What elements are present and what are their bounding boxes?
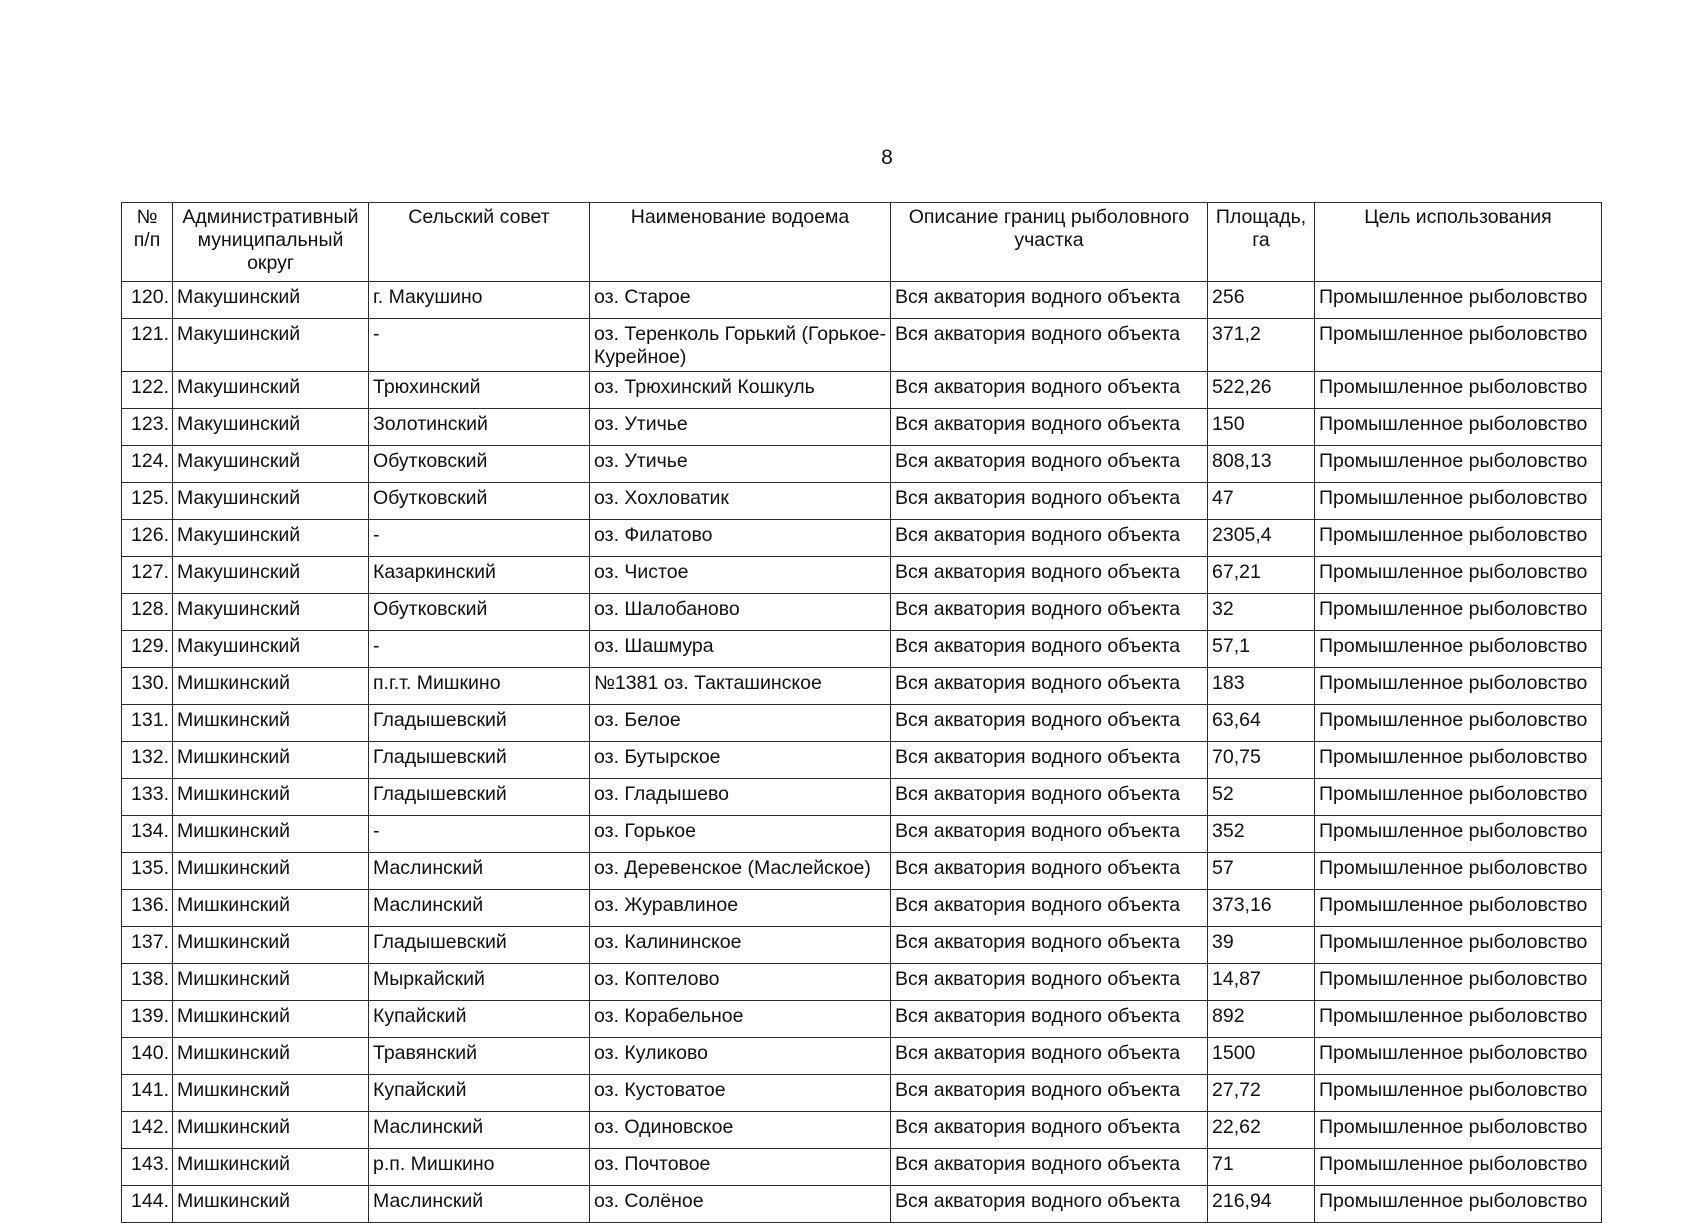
cell-rural-council: Золотинский [369,409,590,446]
page-number: 8 [881,146,893,169]
cell-district: Мишкинский [173,1149,369,1186]
cell-area: 27,72 [1208,1075,1315,1112]
cell-area: 22,62 [1208,1112,1315,1149]
cell-district: Макушинский [173,409,369,446]
cell-number: 136. [122,890,173,927]
cell-boundaries: Вся акватория водного объекта [891,483,1208,520]
table-row [122,1112,1602,1149]
cell-water-body: оз. Чистое [590,557,891,594]
cell-rural-council: Обутковский [369,483,590,520]
cell-area: 522,26 [1208,372,1315,409]
cell-district: Мишкинский [173,779,369,816]
cell-boundaries: Вся акватория водного объекта [891,1001,1208,1038]
table-row [122,705,1602,742]
cell-boundaries: Вся акватория водного объекта [891,1186,1208,1223]
cell-rural-council: - [369,816,590,853]
cell-number: 138. [122,964,173,1001]
cell-district: Макушинский [173,319,369,372]
cell-district: Мишкинский [173,705,369,742]
cell-boundaries: Вся акватория водного объекта [891,1075,1208,1112]
cell-purpose: Промышленное рыболовство [1315,668,1602,705]
cell-boundaries: Вся акватория водного объекта [891,964,1208,1001]
table-row [122,853,1602,890]
cell-number: 131. [122,705,173,742]
table-row [122,927,1602,964]
cell-purpose: Промышленное рыболовство [1315,890,1602,927]
cell-purpose: Промышленное рыболовство [1315,282,1602,319]
table-row [122,816,1602,853]
cell-boundaries: Вся акватория водного объекта [891,779,1208,816]
cell-area: 183 [1208,668,1315,705]
cell-number: 127. [122,557,173,594]
cell-boundaries: Вся акватория водного объекта [891,557,1208,594]
cell-purpose: Промышленное рыболовство [1315,520,1602,557]
cell-number: 121. [122,319,173,372]
cell-purpose: Промышленное рыболовство [1315,853,1602,890]
header-water-body: Наименование водоема [590,203,891,282]
cell-number: 120. [122,282,173,319]
cell-water-body: №1381 оз. Такташинское [590,668,891,705]
table-row [122,319,1602,372]
cell-number: 126. [122,520,173,557]
cell-purpose: Промышленное рыболовство [1315,1038,1602,1075]
cell-water-body: оз. Одиновское [590,1112,891,1149]
cell-boundaries: Вся акватория водного объекта [891,520,1208,557]
cell-water-body: оз. Почтовое [590,1149,891,1186]
cell-number: 132. [122,742,173,779]
cell-area: 256 [1208,282,1315,319]
cell-district: Макушинский [173,594,369,631]
cell-rural-council: Мыркайский [369,964,590,1001]
cell-boundaries: Вся акватория водного объекта [891,705,1208,742]
cell-boundaries: Вся акватория водного объекта [891,319,1208,372]
cell-district: Мишкинский [173,1112,369,1149]
cell-district: Макушинский [173,557,369,594]
table-header-row [122,203,1602,282]
cell-boundaries: Вся акватория водного объекта [891,1149,1208,1186]
cell-water-body: оз. Филатово [590,520,891,557]
cell-water-body: оз. Бутырское [590,742,891,779]
cell-district: Макушинский [173,483,369,520]
table-row [122,1075,1602,1112]
cell-water-body: оз. Шалобаново [590,594,891,631]
cell-boundaries: Вся акватория водного объекта [891,853,1208,890]
cell-purpose: Промышленное рыболовство [1315,483,1602,520]
cell-area: 14,87 [1208,964,1315,1001]
table-row [122,890,1602,927]
cell-boundaries: Вся акватория водного объекта [891,409,1208,446]
cell-rural-council: Маслинский [369,890,590,927]
cell-number: 144. [122,1186,173,1223]
cell-area: 52 [1208,779,1315,816]
cell-rural-council: Гладышевский [369,779,590,816]
cell-purpose: Промышленное рыболовство [1315,594,1602,631]
cell-rural-council: Обутковский [369,446,590,483]
cell-boundaries: Вся акватория водного объекта [891,742,1208,779]
cell-water-body: оз. Корабельное [590,1001,891,1038]
cell-water-body: оз. Коптелово [590,964,891,1001]
table-row [122,668,1602,705]
cell-boundaries: Вся акватория водного объекта [891,1038,1208,1075]
cell-rural-council: - [369,520,590,557]
cell-boundaries: Вся акватория водного объекта [891,890,1208,927]
cell-water-body: оз. Калининское [590,927,891,964]
fishing-areas-table [121,202,1602,1223]
cell-area: 216,94 [1208,1186,1315,1223]
table-row [122,1038,1602,1075]
cell-boundaries: Вся акватория водного объекта [891,282,1208,319]
cell-rural-council: Трюхинский [369,372,590,409]
cell-water-body: оз. Теренколь Горький (Горькое- Курейное) [590,319,891,372]
cell-area: 67,21 [1208,557,1315,594]
table-row [122,779,1602,816]
header-district: Административный муниципальный округ [173,203,369,282]
header-rural-council: Сельский совет [369,203,590,282]
table-row [122,372,1602,409]
cell-number: 135. [122,853,173,890]
cell-number: 130. [122,668,173,705]
cell-purpose: Промышленное рыболовство [1315,1149,1602,1186]
cell-district: Мишкинский [173,1186,369,1223]
table-row [122,742,1602,779]
cell-area: 150 [1208,409,1315,446]
cell-district: Макушинский [173,446,369,483]
cell-boundaries: Вся акватория водного объекта [891,446,1208,483]
cell-rural-council: Травянский [369,1038,590,1075]
table-row [122,446,1602,483]
cell-rural-council: - [369,631,590,668]
cell-district: Мишкинский [173,1001,369,1038]
header-purpose: Цель использования [1315,203,1602,282]
cell-purpose: Промышленное рыболовство [1315,742,1602,779]
cell-water-body: оз. Куликово [590,1038,891,1075]
cell-district: Мишкинский [173,964,369,1001]
table-row [122,1186,1602,1223]
cell-boundaries: Вся акватория водного объекта [891,1112,1208,1149]
cell-number: 128. [122,594,173,631]
cell-district: Мишкинский [173,1038,369,1075]
cell-number: 124. [122,446,173,483]
cell-purpose: Промышленное рыболовство [1315,1075,1602,1112]
cell-purpose: Промышленное рыболовство [1315,927,1602,964]
cell-boundaries: Вся акватория водного объекта [891,594,1208,631]
cell-purpose: Промышленное рыболовство [1315,372,1602,409]
cell-number: 122. [122,372,173,409]
cell-district: Мишкинский [173,1075,369,1112]
cell-number: 134. [122,816,173,853]
table-row [122,1001,1602,1038]
cell-purpose: Промышленное рыболовство [1315,705,1602,742]
cell-area: 1500 [1208,1038,1315,1075]
cell-water-body: оз. Хохловатик [590,483,891,520]
cell-water-body: оз. Белое [590,705,891,742]
cell-water-body: оз. Кустоватое [590,1075,891,1112]
cell-number: 143. [122,1149,173,1186]
cell-rural-council: - [369,319,590,372]
cell-district: Макушинский [173,631,369,668]
cell-rural-council: Гладышевский [369,705,590,742]
cell-water-body: оз. Трюхинский Кошкуль [590,372,891,409]
table-row [122,483,1602,520]
cell-district: Мишкинский [173,742,369,779]
cell-water-body: оз. Горькое [590,816,891,853]
cell-purpose: Промышленное рыболовство [1315,816,1602,853]
cell-rural-council: п.г.т. Мишкино [369,668,590,705]
cell-area: 39 [1208,927,1315,964]
cell-rural-council: р.п. Мишкино [369,1149,590,1186]
table-row [122,557,1602,594]
cell-purpose: Промышленное рыболовство [1315,557,1602,594]
cell-area: 63,64 [1208,705,1315,742]
cell-area: 2305,4 [1208,520,1315,557]
cell-purpose: Промышленное рыболовство [1315,446,1602,483]
cell-water-body: оз. Журавлиное [590,890,891,927]
table-row [122,282,1602,319]
table-row [122,409,1602,446]
cell-rural-council: Маслинский [369,1112,590,1149]
table-row [122,964,1602,1001]
table-row [122,1149,1602,1186]
cell-rural-council: Маслинский [369,1186,590,1223]
cell-number: 141. [122,1075,173,1112]
cell-district: Мишкинский [173,927,369,964]
cell-purpose: Промышленное рыболовство [1315,319,1602,372]
table-body [122,282,1602,1223]
cell-district: Мишкинский [173,668,369,705]
cell-area: 371,2 [1208,319,1315,372]
cell-water-body: оз. Утичье [590,409,891,446]
cell-rural-council: Купайский [369,1001,590,1038]
cell-water-body: оз. Солёное [590,1186,891,1223]
cell-district: Макушинский [173,520,369,557]
cell-water-body: оз. Старое [590,282,891,319]
cell-area: 892 [1208,1001,1315,1038]
cell-purpose: Промышленное рыболовство [1315,1001,1602,1038]
cell-area: 70,75 [1208,742,1315,779]
cell-district: Мишкинский [173,853,369,890]
cell-area: 57 [1208,853,1315,890]
cell-boundaries: Вся акватория водного объекта [891,631,1208,668]
cell-rural-council: г. Макушино [369,282,590,319]
header-boundaries: Описание границ рыболовного участка [891,203,1208,282]
cell-rural-council: Обутковский [369,594,590,631]
cell-number: 142. [122,1112,173,1149]
cell-water-body: оз. Шашмура [590,631,891,668]
header-area: Площадь, га [1208,203,1315,282]
cell-water-body: оз. Гладышево [590,779,891,816]
header-number: № п/п [122,203,173,282]
cell-rural-council: Маслинский [369,853,590,890]
cell-rural-council: Купайский [369,1075,590,1112]
table-row [122,520,1602,557]
cell-rural-council: Гладышевский [369,927,590,964]
cell-purpose: Промышленное рыболовство [1315,1186,1602,1223]
cell-purpose: Промышленное рыболовство [1315,631,1602,668]
cell-number: 139. [122,1001,173,1038]
cell-area: 57,1 [1208,631,1315,668]
cell-area: 32 [1208,594,1315,631]
table-row [122,594,1602,631]
cell-boundaries: Вся акватория водного объекта [891,927,1208,964]
cell-number: 133. [122,779,173,816]
cell-rural-council: Гладышевский [369,742,590,779]
cell-boundaries: Вся акватория водного объекта [891,668,1208,705]
cell-number: 140. [122,1038,173,1075]
cell-boundaries: Вся акватория водного объекта [891,816,1208,853]
cell-district: Макушинский [173,372,369,409]
cell-purpose: Промышленное рыболовство [1315,964,1602,1001]
cell-number: 125. [122,483,173,520]
cell-district: Мишкинский [173,816,369,853]
cell-area: 808,13 [1208,446,1315,483]
cell-area: 373,16 [1208,890,1315,927]
cell-area: 71 [1208,1149,1315,1186]
cell-water-body: оз. Деревенское (Маслейское) [590,853,891,890]
cell-number: 129. [122,631,173,668]
cell-district: Макушинский [173,282,369,319]
cell-boundaries: Вся акватория водного объекта [891,372,1208,409]
cell-water-body: оз. Утичье [590,446,891,483]
cell-purpose: Промышленное рыболовство [1315,779,1602,816]
cell-number: 137. [122,927,173,964]
cell-district: Мишкинский [173,890,369,927]
cell-number: 123. [122,409,173,446]
cell-area: 352 [1208,816,1315,853]
cell-purpose: Промышленное рыболовство [1315,409,1602,446]
table-row [122,631,1602,668]
cell-purpose: Промышленное рыболовство [1315,1112,1602,1149]
cell-rural-council: Казаркинский [369,557,590,594]
cell-area: 47 [1208,483,1315,520]
